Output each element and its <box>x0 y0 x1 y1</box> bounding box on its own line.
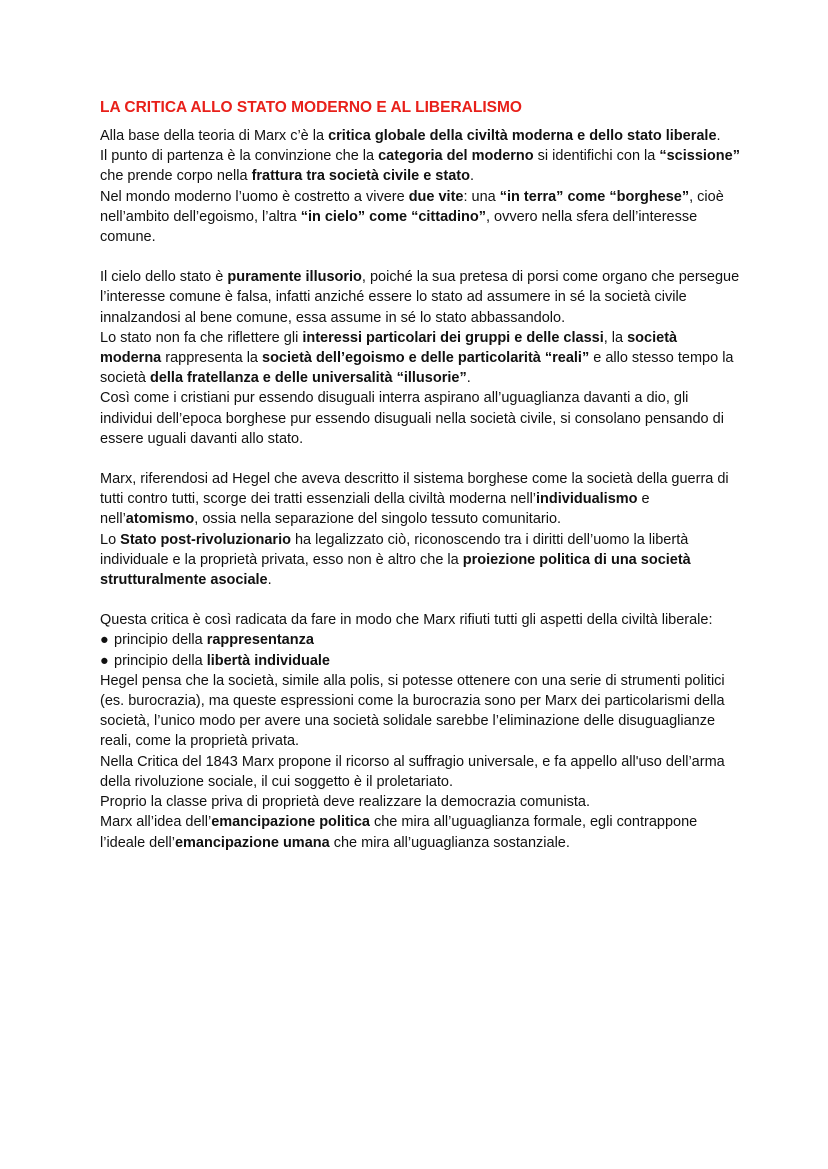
text-segment: ha legalizzato ciò, riconoscendo tra i diritti dell’uomo la libertà individuale e la proprietà privata, esso non è altro che la <box>100 531 689 568</box>
text-segment: , cioè nell’ambito dell’egoismo, l’altra <box>100 188 724 225</box>
text-segment: si identifichi con la <box>533 148 660 165</box>
bold-text: emancipazione politica <box>211 814 370 831</box>
bold-text: proiezione politica di una società strutturalmente asociale <box>100 551 691 589</box>
paragraph-gap <box>100 449 740 469</box>
text-segment: : una <box>463 188 500 205</box>
paragraph <box>100 328 740 389</box>
text-segment: principio della <box>114 652 207 669</box>
text-segment: , ossia nella separazione del singolo tessuto comunitario. <box>194 511 562 528</box>
text-segment: Nel mondo moderno l’uomo è costretto a vivere <box>100 188 409 205</box>
paragraph <box>100 469 740 530</box>
paragraph <box>100 671 740 752</box>
paragraph <box>100 530 740 591</box>
bold-text: società dell’egoismo e delle particolarità “reali” <box>262 350 590 367</box>
text-segment: Il cielo dello stato è <box>100 269 228 286</box>
bullet-item <box>100 651 740 671</box>
text-segment: Nella Critica del 1843 Marx propone il ricorso al suffragio universale, e fa appello all'uso dell’arma della rivoluzione sociale, il cui soggetto è il proletariato. <box>100 753 725 790</box>
text-segment: Hegel pensa che la società, simile alla polis, si potesse ottenere con una serie di strumenti politici (es. burocrazia), ma queste espressioni come la burocrazia sono per Marx dei particolarismi della società, l’unico modo per avere una società solidale sarebbe l’eliminazione delle disuguaglianze reali, come la proprietà privata. <box>100 672 725 750</box>
paragraph <box>100 812 740 852</box>
document-title: LA CRITICA ALLO STATO MODERNO E AL LIBERALISMO <box>100 99 522 116</box>
bullet-icon: ● <box>100 652 109 669</box>
bold-text: critica globale della civiltà moderna e dello stato liberale <box>328 128 717 144</box>
text-segment: Così come i cristiani pur essendo disuguali interra aspirano all’uguaglianza davanti a dio, gli individui dell’epoca borghese pur essendo disuguali nella società civile, si consolano pensando di essere uguali davanti allo stato. <box>100 390 724 447</box>
bold-text: libertà individuale <box>206 652 330 669</box>
bold-text: della fratellanza e delle universalità “illusorie” <box>149 370 467 387</box>
bold-text: Stato post-rivoluzionario <box>120 531 291 548</box>
text-segment: Proprio la classe priva di proprietà deve realizzare la democrazia comunista. <box>100 794 591 811</box>
text-segment: rappresenta la <box>161 350 263 367</box>
text-segment: . <box>466 370 471 387</box>
text-segment: Marx all’idea dell’ <box>100 814 212 831</box>
paragraph <box>100 146 740 186</box>
text-segment: e nell’ <box>100 491 650 528</box>
paragraph <box>100 267 740 328</box>
bullet-icon: ● <box>100 632 109 649</box>
paragraph-gap <box>100 590 740 610</box>
paragraph <box>100 610 740 630</box>
text-segment: principio della <box>114 632 207 649</box>
text-segment: , poiché la sua pretesa di porsi come organo che persegue l’interesse comune è falsa, infatti anziché essere lo stato ad assumere in sé la società civile innalzandosi al bene comune, essa assume in sé lo stato abbassandolo. <box>100 269 740 326</box>
text-segment: Lo stato non fa che riflettere gli <box>100 329 303 346</box>
text-segment: . <box>469 168 474 185</box>
text-segment: Marx, riferendosi ad Hegel che aveva descritto il sistema borghese come la società della guerra di tutti contro tutti, scorge dei tratti essenziali della civiltà moderna nell’ <box>100 471 729 508</box>
bold-text: rappresentanza <box>206 632 314 649</box>
text-segment: . <box>267 572 272 589</box>
bold-text: società moderna <box>100 329 678 367</box>
text-segment: . <box>716 128 721 144</box>
bold-text: interessi particolari dei gruppi e delle classi <box>302 329 604 346</box>
paragraph <box>100 126 740 146</box>
bold-text: “in terra” come “borghese” <box>499 188 690 205</box>
paragraph <box>100 187 740 248</box>
paragraph <box>100 752 740 792</box>
bold-text: “scissione” <box>659 148 740 165</box>
document-body <box>100 98 740 853</box>
text-segment: e allo stesso tempo la società <box>100 350 734 387</box>
paragraph <box>100 388 740 449</box>
text-segment: Il punto di partenza è la convinzione che la <box>100 148 379 165</box>
bold-text: due vite <box>408 188 464 205</box>
paragraph <box>100 792 740 812</box>
bold-text: “in cielo” come “cittadino” <box>300 208 486 225</box>
bullet-item <box>100 630 740 650</box>
text-segment: Alla base della teoria di Marx c’è la <box>100 128 329 144</box>
text-segment: , la <box>603 329 628 346</box>
bold-text: puramente illusorio <box>227 269 362 286</box>
text-segment: , ovvero nella sfera dell’interesse comune. <box>100 208 698 246</box>
document-content <box>100 126 740 853</box>
bold-text: frattura tra società civile e stato <box>251 168 470 185</box>
bold-text: emancipazione umana <box>174 834 330 851</box>
text-segment: che mira all’uguaglianza sostanziale. <box>329 834 570 851</box>
bold-text: individualismo <box>536 491 638 508</box>
bold-text: atomismo <box>125 511 195 528</box>
paragraph-gap <box>100 247 740 267</box>
text-segment: Questa critica è così radicata da fare in modo che Marx rifiuti tutti gli aspetti della civiltà liberale: <box>100 612 713 629</box>
text-segment: che prende corpo nella <box>100 168 252 185</box>
text-segment: che mira all’uguaglianza formale, egli contrappone l’ideale dell’ <box>100 814 698 851</box>
text-segment: Lo <box>100 531 121 548</box>
bold-text: categoria del moderno <box>378 148 534 165</box>
